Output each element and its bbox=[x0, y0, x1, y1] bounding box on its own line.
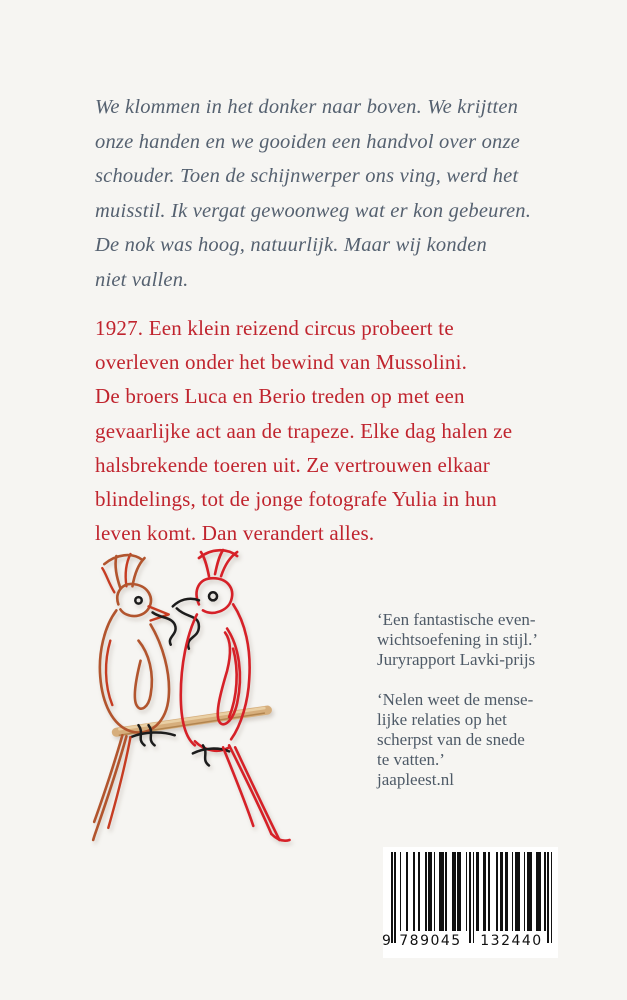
isbn-digits bbox=[382, 933, 553, 953]
review-quote-jury: ‘Een fantastische even- wichtsoefening in stijl.’ Juryrapport Lavki-prijs bbox=[377, 610, 539, 669]
wire-birds-svg bbox=[86, 548, 338, 845]
barcode-bars bbox=[391, 852, 553, 944]
right-cardinal-bird bbox=[173, 550, 290, 841]
wire-birds-illustration bbox=[86, 548, 338, 845]
isbn-group-2: 132440 bbox=[480, 933, 543, 949]
review-quotes bbox=[377, 610, 562, 810]
review-quote-jaapleest: ‘Nelen weet de mense- lijke relaties op het scherpst van de snede te vatten.’ jaapleest.nl bbox=[377, 690, 534, 789]
synopsis: 1927. Een klein reizend circus probeert te overleven onder het bewind van Mussolini. De broers Luca en Berio treden op met een gevaarlijke act aan de trapeze. Elke dag halen ze halsbrekende toeren uit. Ze vertrouwen elkaar blindelings, tot de jonge fotografe Yulia in hun leven komt. Dan verandert alles. bbox=[95, 316, 513, 546]
isbn-group-1: 789045 bbox=[399, 933, 462, 949]
barcode bbox=[383, 847, 558, 958]
opening-quote: We klommen in het donker naar boven. We krijtten onze handen en we gooiden een handvol over onze schouder. Toen de schijnwerper ons ving, werd het muisstil. Ik vergat gewoonweg wat er kon gebeuren. De nok was hoog, natuurlijk. Maar wij konden niet vallen. bbox=[95, 96, 532, 291]
isbn-digit-first: 9 bbox=[382, 933, 391, 949]
left-cardinal-bird bbox=[93, 554, 175, 840]
